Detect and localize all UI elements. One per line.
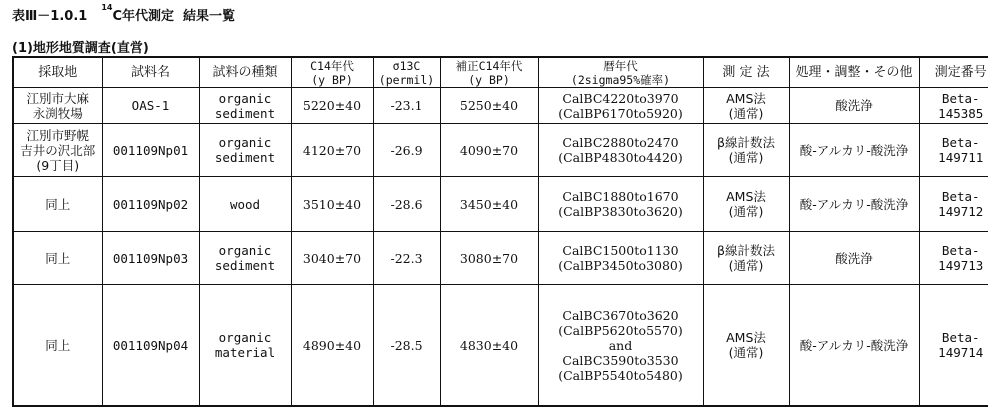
c14-cell: 5220±40 xyxy=(291,88,373,124)
c14-cell: 3040±70 xyxy=(291,232,373,285)
sample-cell: 001109Np03 xyxy=(102,232,199,285)
header-id: 測定番号 xyxy=(919,57,988,88)
treatment-cell: 酸-アルカリ-酸洗浄 xyxy=(789,177,919,232)
treatment-cell: 酸-アルカリ-酸洗浄 xyxy=(789,124,919,177)
d13c-cell: -28.6 xyxy=(373,177,440,232)
header-d13c: σ13C (permil) xyxy=(373,57,440,88)
sample-cell: OAS-1 xyxy=(102,88,199,124)
title-superscript: 14 xyxy=(101,3,113,12)
title-text: C年代測定 結果一覧 xyxy=(112,9,236,24)
method-cell: β線計数法 (通常) xyxy=(703,124,789,177)
calendar-cell: CalBC1880to1670 (CalBP3830to3620) xyxy=(538,177,703,232)
d13c-cell: -26.9 xyxy=(373,124,440,177)
header-calendar-age: 暦年代 (2sigma95%確率) xyxy=(538,57,703,88)
site-cell: 江別市大麻 永渕牧場 xyxy=(13,88,102,124)
c14-cell: 4120±70 xyxy=(291,124,373,177)
calendar-cell: CalBC3670to3620 (CalBP5620to5570) and CalBC3590to3530 (CalBP5540to5480) xyxy=(538,285,703,407)
sample-cell: 001109Np01 xyxy=(102,124,199,177)
d13c-cell: -28.5 xyxy=(373,285,440,407)
header-method: 測 定 法 xyxy=(703,57,789,88)
header-type: 試料の種類 xyxy=(199,57,291,88)
table-row xyxy=(13,232,988,285)
sample-cell: 001109Np04 xyxy=(102,285,199,407)
header-c14: C14年代 (y BP) xyxy=(291,57,373,88)
site-cell: 江別市野幌 吉井の沢北部 (9丁目) xyxy=(13,124,102,177)
id-cell: Beta-145385 xyxy=(919,88,988,124)
type-cell: organic sediment xyxy=(199,232,291,285)
calendar-cell: CalBC4220to3970 (CalBP6170to5920) xyxy=(538,88,703,124)
c14-cell: 4890±40 xyxy=(291,285,373,407)
d13c-cell: -23.1 xyxy=(373,88,440,124)
header-treatment: 処理・調整・その他 xyxy=(789,57,919,88)
table-row xyxy=(13,285,988,407)
site-cell: 同上 xyxy=(13,232,102,285)
type-cell: organic sediment xyxy=(199,124,291,177)
header-sample: 試料名 xyxy=(102,57,199,88)
method-cell: AMS法 (通常) xyxy=(703,177,789,232)
results-table xyxy=(12,56,988,407)
document-title xyxy=(12,5,235,24)
site-cell: 同上 xyxy=(13,177,102,232)
table-row xyxy=(13,88,988,124)
id-cell: Beta-149712 xyxy=(919,177,988,232)
method-cell: AMS法 (通常) xyxy=(703,285,789,407)
header-corrected-c14: 補正C14年代 (y BP) xyxy=(440,57,538,88)
type-cell: wood xyxy=(199,177,291,232)
corrected-cell: 4830±40 xyxy=(440,285,538,407)
method-cell: AMS法 (通常) xyxy=(703,88,789,124)
calendar-cell: CalBC2880to2470 (CalBP4830to4420) xyxy=(538,124,703,177)
c14-cell: 3510±40 xyxy=(291,177,373,232)
method-cell: β線計数法 (通常) xyxy=(703,232,789,285)
treatment-cell: 酸洗浄 xyxy=(789,232,919,285)
header-site: 採取地 xyxy=(13,57,102,88)
table-row xyxy=(13,177,988,232)
type-cell: organic sediment xyxy=(199,88,291,124)
corrected-cell: 4090±70 xyxy=(440,124,538,177)
treatment-cell: 酸-アルカリ-酸洗浄 xyxy=(789,285,919,407)
title-prefix: 表Ⅲ－1.0.1 xyxy=(12,9,88,24)
table-row xyxy=(13,124,988,177)
sample-cell: 001109Np02 xyxy=(102,177,199,232)
corrected-cell: 3080±70 xyxy=(440,232,538,285)
calendar-cell: CalBC1500to1130 (CalBP3450to3080) xyxy=(538,232,703,285)
type-cell: organic material xyxy=(199,285,291,407)
section-title: (1)地形地質調査(直営) xyxy=(12,41,149,56)
id-cell: Beta-149713 xyxy=(919,232,988,285)
corrected-cell: 5250±40 xyxy=(440,88,538,124)
id-cell: Beta-149711 xyxy=(919,124,988,177)
header-row xyxy=(13,57,988,88)
corrected-cell: 3450±40 xyxy=(440,177,538,232)
treatment-cell: 酸洗浄 xyxy=(789,88,919,124)
d13c-cell: -22.3 xyxy=(373,232,440,285)
site-cell: 同上 xyxy=(13,285,102,407)
id-cell: Beta-149714 xyxy=(919,285,988,407)
